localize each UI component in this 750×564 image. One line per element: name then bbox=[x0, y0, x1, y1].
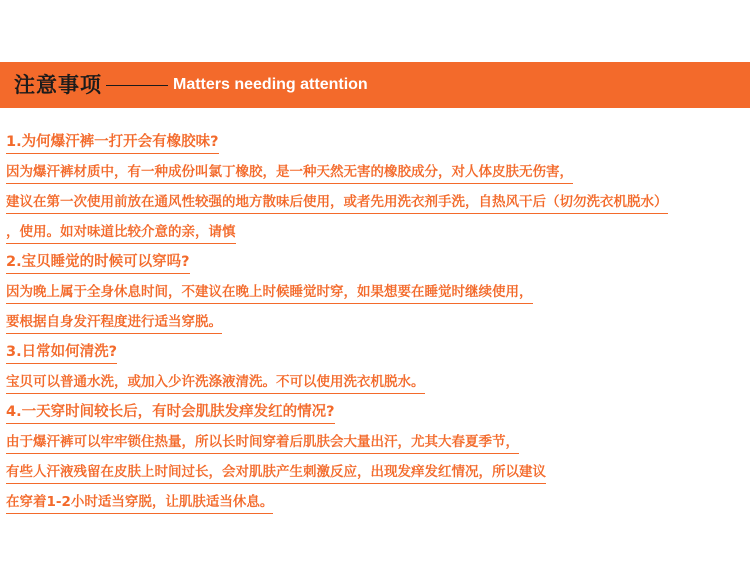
header-banner bbox=[0, 62, 750, 108]
faq-answer-line bbox=[6, 311, 750, 341]
line-text: 建议在第一次使用前放在通风性较强的地方散味后使用，或者先用洗衣剂手洗，自热风干后（切勿洗衣机脱水） bbox=[6, 193, 668, 214]
header-divider bbox=[106, 85, 168, 86]
line-text: 2.宝贝睡觉的时候可以穿吗? bbox=[6, 253, 190, 274]
line-text: 有些人汗液残留在皮肤上时间过长，会对肌肤产生刺激反应，出现发痒发红情况，所以建议 bbox=[6, 463, 546, 484]
line-text: 在穿着1-2小时适当穿脱，让肌肤适当休息。 bbox=[6, 493, 273, 514]
faq-content bbox=[6, 131, 750, 521]
faq-answer-line bbox=[6, 371, 750, 401]
faq-answer-line bbox=[6, 191, 750, 221]
line-text: 因为晚上属于全身休息时间，不建议在晚上时候睡觉时穿，如果想要在睡觉时继续使用， bbox=[6, 283, 533, 304]
faq-answer-line bbox=[6, 461, 750, 491]
faq-answer-line bbox=[6, 161, 750, 191]
line-text: 因为爆汗裤材质中，有一种成份叫氯丁橡胶，是一种天然无害的橡胶成分，对人体皮肤无伤害， bbox=[6, 163, 573, 184]
faq-answer-line bbox=[6, 491, 750, 521]
line-text: 要根据自身发汗程度进行适当穿脱。 bbox=[6, 313, 222, 334]
line-text: 1.为何爆汗裤一打开会有橡胶味? bbox=[6, 133, 219, 154]
faq-question-2 bbox=[6, 251, 750, 281]
faq-answer-line bbox=[6, 431, 750, 461]
faq-question-1 bbox=[6, 131, 750, 161]
faq-answer-line bbox=[6, 281, 750, 311]
line-text: 4.一天穿时间较长后，有时会肌肤发痒发红的情况? bbox=[6, 403, 335, 424]
line-text: 宝贝可以普通水洗，或加入少许洗涤液清洗。不可以使用洗衣机脱水。 bbox=[6, 373, 425, 394]
header-subtitle: Matters needing attention bbox=[173, 76, 368, 93]
faq-question-4 bbox=[6, 401, 750, 431]
header-title: 注意事项 bbox=[14, 73, 102, 97]
line-text: 3.日常如何清洗? bbox=[6, 343, 117, 364]
faq-question-3 bbox=[6, 341, 750, 371]
line-text: 由于爆汗裤可以牢牢锁住热量，所以长时间穿着后肌肤会大量出汗，尤其大春夏季节， bbox=[6, 433, 519, 454]
faq-answer-line bbox=[6, 221, 750, 251]
line-text: ，使用。如对味道比较介意的亲，请慎 bbox=[6, 223, 236, 244]
